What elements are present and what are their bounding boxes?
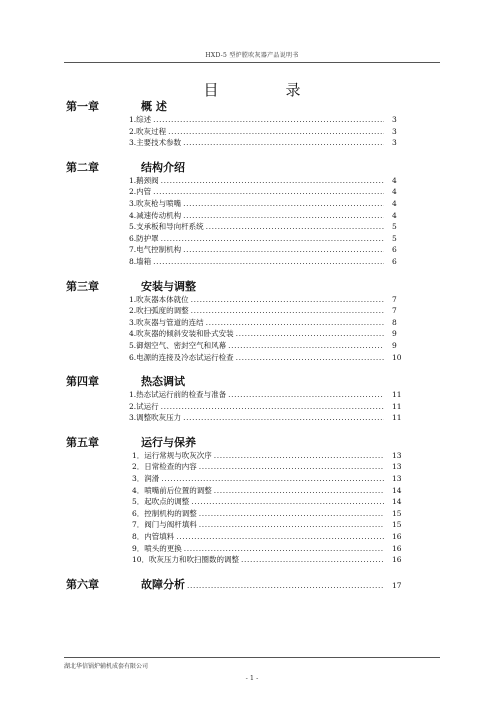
dot-leader [236, 353, 384, 362]
toc-entry-text: 1.热态试运行前的检查与准备 [129, 390, 227, 400]
toc-entry-text: 3.吹灰器与管道的连结 [129, 317, 204, 327]
dot-leader [183, 245, 384, 254]
toc-entry[interactable] [66, 198, 412, 210]
page-number: 6 [392, 245, 397, 255]
dot-leader [161, 474, 384, 483]
toc-entry[interactable] [66, 461, 412, 473]
chapter-title: 热态调试 [141, 375, 185, 389]
dot-leader [183, 413, 384, 422]
toc-entry-text: 3．润滑 [132, 474, 160, 484]
page-number: 4 [392, 210, 397, 220]
page-number: 16 [392, 532, 402, 542]
chapter-title: 安装与调整 [141, 279, 196, 293]
dot-leader [241, 555, 384, 564]
chapter-section [66, 576, 412, 592]
chapter-heading[interactable] [66, 373, 412, 389]
chapter-title: 结构介绍 [141, 160, 185, 174]
chapter-section [66, 159, 412, 268]
chapter-section [66, 278, 412, 364]
dot-leader [199, 509, 384, 518]
page-number: 14 [392, 485, 402, 495]
chapter-title: 概 述 [141, 100, 167, 113]
toc-entry-text: 6.电源的连接及冷态试运行检查 [129, 352, 234, 362]
chapter-number: 第二章 [66, 160, 99, 174]
page-number: 7 [392, 306, 397, 316]
page-number: 9 [392, 340, 397, 350]
toc-entry[interactable] [66, 401, 412, 413]
toc-entry-text: 5．起吹点的调整 [132, 497, 190, 507]
toc-entry[interactable] [66, 328, 412, 340]
toc-entry-text: 2.内管 [129, 187, 152, 197]
dot-leader [206, 222, 384, 231]
page-number: 5 [392, 233, 397, 243]
page-number: 3 [392, 126, 397, 136]
toc-entry[interactable] [66, 305, 412, 317]
toc-entry[interactable] [66, 210, 412, 222]
header-rule [64, 62, 440, 63]
toc-entry[interactable] [66, 531, 412, 543]
page-number: 13 [392, 450, 402, 460]
toc-entry[interactable] [66, 294, 412, 306]
page-number: 17 [392, 580, 402, 590]
toc-entry[interactable] [66, 485, 412, 497]
toc-entry-text: 8.墙箱 [129, 256, 152, 266]
dot-leader [206, 318, 384, 327]
toc-entry-text: 1.吹灰器本体就位 [129, 294, 189, 304]
dot-leader [176, 532, 384, 541]
toc-entry-text: 3.吹灰枪与喷嘴 [129, 198, 182, 208]
toc-entry-text: 5.支承板和导向杆系统 [129, 222, 204, 232]
toc-entry[interactable] [66, 352, 412, 364]
chapter-heading[interactable] [66, 159, 412, 175]
dot-leader [228, 390, 384, 399]
page-number: 10 [392, 352, 402, 362]
toc-entry-text: 6．控制机构的调整 [132, 508, 197, 518]
page-number: 6 [392, 256, 397, 266]
dot-leader [153, 115, 384, 124]
dot-leader [183, 211, 384, 220]
page-number: 13 [392, 474, 402, 484]
toc-entry[interactable] [66, 221, 412, 233]
toc-entry[interactable] [66, 175, 412, 187]
toc-entry-text: 6.防护罩 [129, 233, 159, 243]
toc-entry[interactable] [66, 317, 412, 329]
page-number: 5 [392, 222, 397, 232]
chapter-title: 运行与保养 [141, 435, 196, 449]
page-number: 11 [392, 401, 402, 411]
chapter-number: 第一章 [66, 100, 99, 113]
chapter-section [66, 373, 412, 424]
toc-entry-text: 8．内管填料 [132, 532, 175, 542]
toc-entry-text: 3.调整吹灰压力 [129, 413, 182, 423]
page-number: 4 [392, 187, 397, 197]
dot-leader [191, 497, 384, 506]
chapter-section [66, 434, 412, 566]
dot-leader [153, 187, 384, 196]
table-of-contents [66, 97, 412, 602]
page-number: 11 [392, 390, 402, 400]
chapter-heading[interactable] [66, 278, 412, 294]
toc-entry[interactable] [66, 473, 412, 485]
toc-entry-text: 2.吹灰过程 [129, 126, 167, 136]
toc-entry-text: 1．运行常规与吹灰次序 [132, 450, 212, 460]
toc-title: 目 录 [203, 81, 327, 99]
toc-entry-text: 2.试运行 [129, 401, 159, 411]
chapter-number: 第四章 [66, 375, 99, 389]
toc-entry-text: 7.电气控制机构 [129, 245, 182, 255]
dot-leader [199, 520, 384, 529]
page-number: 14 [392, 497, 402, 507]
toc-entry[interactable] [66, 412, 412, 424]
dot-leader [161, 402, 384, 411]
chapter-section [66, 98, 412, 149]
page-number: 7 [392, 294, 397, 304]
toc-entry-text: 1.综述 [129, 115, 152, 124]
chapter-heading[interactable] [66, 434, 412, 450]
chapter-number: 第五章 [66, 435, 99, 449]
page-number: 11 [392, 413, 402, 423]
dot-leader [236, 329, 384, 338]
dot-leader [214, 451, 384, 460]
toc-entry-text: 1.鹅颈阀 [129, 175, 159, 185]
running-header: HXD-5 型炉膛吹灰器产品说明书 [205, 52, 299, 59]
toc-entry-text: 4.减速传动机构 [129, 210, 182, 220]
toc-entry[interactable] [66, 508, 412, 520]
page-number: 8 [392, 317, 397, 327]
toc-entry-text: 3.主要技术参数 [129, 138, 182, 148]
page-number: 3 [392, 138, 397, 148]
footer-page-number: - 1 - [245, 674, 259, 682]
toc-entry[interactable] [66, 233, 412, 245]
chapter-number: 第三章 [66, 279, 99, 293]
dot-leader [199, 462, 384, 471]
toc-entry[interactable] [66, 496, 412, 508]
toc-entry[interactable] [66, 126, 412, 138]
page-number: 4 [392, 198, 397, 208]
toc-entry[interactable] [66, 114, 412, 126]
page-number: 9 [392, 329, 397, 339]
toc-entry[interactable] [66, 554, 412, 566]
toc-entry-text: 7．阀门与阀杆填料 [132, 520, 197, 530]
toc-entry[interactable] [66, 137, 412, 149]
footer-rule [64, 657, 440, 658]
page-number: 3 [392, 115, 397, 124]
dot-leader [191, 306, 384, 315]
toc-entry-text: 2．日常检查的内容 [132, 462, 197, 472]
toc-entry-text: 9．喷头的更换 [132, 543, 182, 553]
toc-entry-text: 2.吹扫弧度的调整 [129, 306, 189, 316]
toc-entry[interactable] [66, 186, 412, 198]
page-number: 13 [392, 462, 402, 472]
chapter-heading[interactable] [66, 576, 412, 592]
page-number: 16 [392, 543, 402, 553]
dot-leader [168, 127, 384, 136]
dot-leader [161, 176, 384, 185]
dot-leader [214, 486, 384, 495]
dot-leader [183, 199, 384, 208]
chapter-title: 故障分析 [141, 577, 185, 591]
page-number: 16 [392, 555, 402, 565]
dot-leader [191, 295, 384, 304]
toc-entry-text: 4.吹灰器的倾斜安装和卧式安装 [129, 329, 234, 339]
toc-entry-text: 5.御烟空气、密封空气和风幕 [129, 340, 227, 350]
dot-leader [228, 341, 384, 350]
toc-entry[interactable] [66, 244, 412, 256]
chapter-heading[interactable] [66, 98, 412, 114]
toc-entry[interactable] [66, 543, 412, 555]
toc-entry-text: 4．喷嘴前后位置的调整 [132, 485, 212, 495]
chapter-number: 第六章 [66, 577, 99, 591]
toc-entry[interactable] [66, 340, 412, 352]
toc-entry[interactable] [66, 450, 412, 462]
toc-entry[interactable] [66, 256, 412, 268]
dot-leader [187, 581, 384, 590]
toc-entry[interactable] [66, 389, 412, 401]
dot-leader [161, 234, 384, 243]
toc-entry[interactable] [66, 519, 412, 531]
dot-leader [153, 257, 384, 266]
page-number: 4 [392, 175, 397, 185]
dot-leader [184, 544, 384, 553]
toc-entry-text: 10．吹灰压力和吹扫圈数的调整 [132, 555, 240, 565]
page-number: 15 [392, 520, 402, 530]
dot-leader [183, 138, 384, 147]
page-number: 15 [392, 508, 402, 518]
footer-company: 湖北华信锅炉辅机成套有限公司 [64, 663, 149, 670]
